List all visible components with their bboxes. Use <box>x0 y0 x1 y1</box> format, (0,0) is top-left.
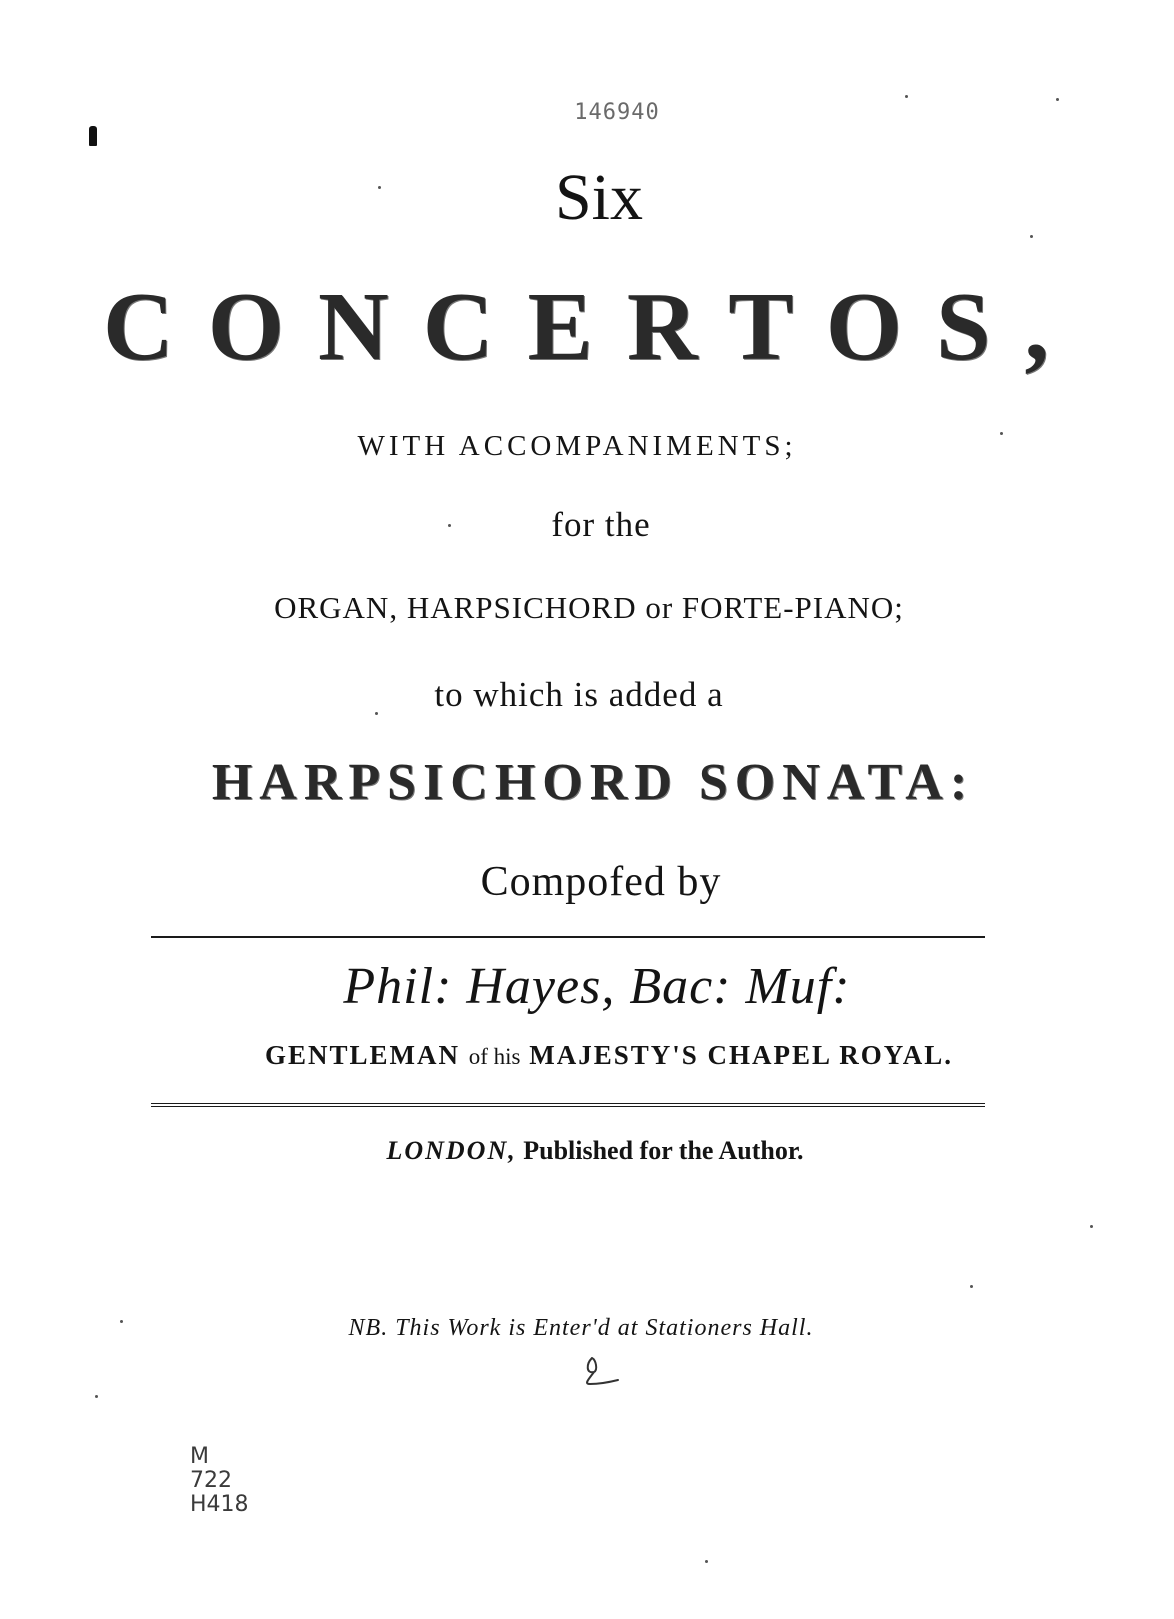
title-line-1: Six <box>554 161 644 234</box>
paper-speck <box>905 95 908 98</box>
handwritten-mark <box>574 1354 624 1390</box>
composed-by: Compofed by <box>480 859 722 905</box>
composer-name: Phil: Hayes, Bac: Muf: <box>343 958 851 1015</box>
divider-bottom-upper <box>151 1103 985 1104</box>
shelfmark-line: H418 <box>190 1492 249 1517</box>
paper-speck <box>448 524 451 527</box>
subtitle-for-the: for the <box>551 505 651 544</box>
paper-speck <box>970 1285 973 1288</box>
shelfmark-line: M <box>190 1444 209 1469</box>
composer-position <box>22 1040 1174 1071</box>
subtitle-added: to which is added a <box>434 675 724 714</box>
imprint <box>8 1136 1174 1166</box>
paper-speck <box>378 186 381 189</box>
position-gentleman: GENTLEMAN <box>264 1040 460 1070</box>
divider-top <box>151 936 985 938</box>
imprint-place: LONDON, <box>386 1136 517 1165</box>
paper-speck <box>95 1395 98 1398</box>
paper-speck <box>705 1560 708 1563</box>
title-line-2: CONCERTOS, <box>102 273 1084 381</box>
imprint-text: Published for the Author. <box>523 1136 804 1165</box>
subtitle-instruments: ORGAN, HARPSICHORD or FORTE-PIANO; <box>274 590 904 625</box>
position-chapel-royal: MAJESTY'S CHAPEL ROYAL. <box>529 1040 954 1070</box>
paper-speck <box>120 1320 123 1323</box>
subtitle-accompaniments: WITH ACCOMPANIMENTS; <box>357 430 797 462</box>
paper-speck <box>1056 98 1059 101</box>
copyright-note: NB. This Work is Enter'd at Stationers Hall. <box>348 1315 814 1341</box>
paper-speck <box>1030 235 1033 238</box>
position-of-his: of his <box>468 1044 521 1069</box>
paper-speck <box>1000 432 1003 435</box>
paper-speck <box>375 712 378 715</box>
ink-blot <box>89 126 97 146</box>
accession-number: 146940 <box>574 100 660 125</box>
library-shelfmark <box>182 1445 262 1517</box>
subtitle-sonata: HARPSICHORD SONATA: <box>211 754 975 811</box>
shelfmark-line: 722 <box>190 1468 232 1493</box>
divider-bottom-lower <box>151 1106 985 1107</box>
paper-speck <box>1090 1225 1093 1228</box>
